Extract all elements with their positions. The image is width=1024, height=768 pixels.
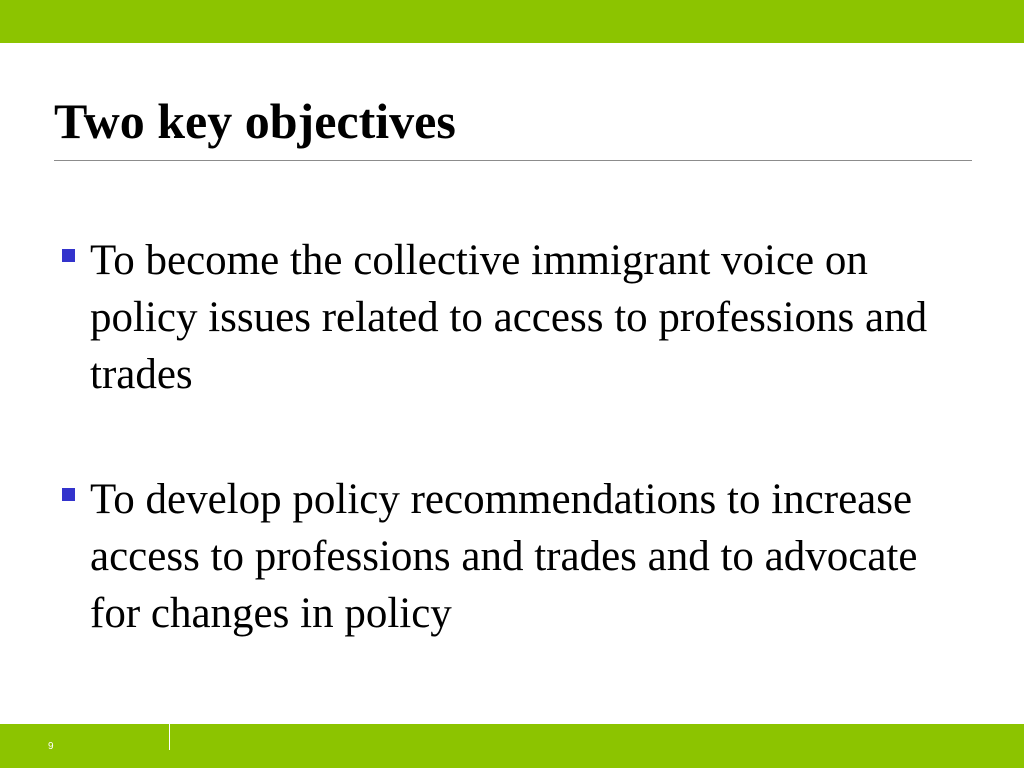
bullet-item — [60, 471, 960, 642]
bottom-accent-bar — [0, 724, 1024, 768]
bullet-text: To become the collective immigrant voice on policy issues related to access to professions and trades — [90, 237, 928, 398]
bullet-text: To develop policy recommendations to increase access to professions and trades and to advocate for changes in policy — [90, 476, 918, 637]
bullet-list — [60, 232, 960, 642]
square-bullet-icon — [62, 488, 75, 501]
slide-title: Two key objectives — [54, 93, 456, 149]
slide-number: 9 — [48, 741, 54, 752]
footer-divider — [169, 724, 170, 750]
bullet-item — [60, 232, 960, 403]
square-bullet-icon — [62, 249, 75, 262]
title-divider — [54, 160, 972, 161]
top-accent-bar — [0, 0, 1024, 43]
